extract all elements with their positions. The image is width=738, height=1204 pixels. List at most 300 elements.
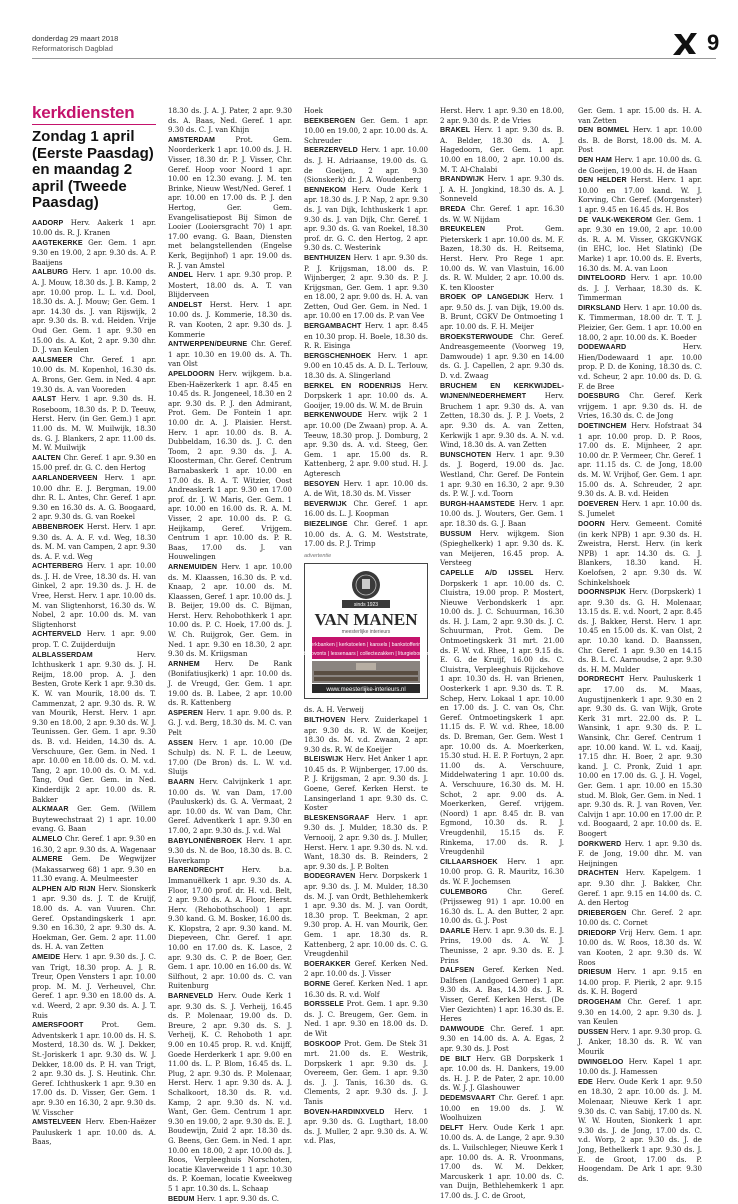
church-interior-photo xyxy=(312,661,420,683)
place-name: APELDOORN xyxy=(168,370,214,378)
service-entry xyxy=(304,499,428,519)
service-details: Herv. 1 apr. 10.00 prop. G. R. Mauritz, 16.30 ds. W. F. Jochemsen xyxy=(440,857,564,886)
service-details: Herst. Herv. 1 apr. 9.30 ds. A. A. F. v.d. Weg, 18.30 ds. M. M. van Campen, 2 apr. 9.30 ds. A. F. v.d. Weg xyxy=(32,522,156,561)
service-entry xyxy=(32,218,156,238)
service-details: Prot. Gem. De Stek 31 mrt. 21.00 ds. E. Westrik, Dorpskerk 1 apr. 9.30 ds. J. Overeem, Ger. Gem. 1 apr. 9.30 ds. J. J. Tanis, 16.30 ds. G. Clements, 2 apr. 9.30 ds. J. J. Tanis xyxy=(304,1039,428,1107)
service-details: Herv. Bruchem 1 apr. 9.30 ds. A. van Zetten, 18.30 ds. J. P. J. Voets, 2 apr. 9.30 ds. A. van Zetten, Kerkwijk 1 apr. 9.30 ds. A. N. v.d. Wind, 18.30 ds. A. van Zetten xyxy=(440,391,564,449)
service-details: Herv. GB Dorpskerk 1 apr. 10.00 ds. H. Dankers, 19.00 ds. H. J. P. de Pater, 2 apr. 10.00 ds. W. J. J. Glashouwer xyxy=(440,1054,564,1093)
service-details: Herst. Herv. 1 apr. 9.30 en 18.00, 2 apr. 9.30 ds. P. de Vries xyxy=(440,106,564,125)
service-entry xyxy=(578,155,702,175)
service-entry xyxy=(440,887,564,926)
service-entry xyxy=(440,332,564,381)
service-entry xyxy=(578,1027,702,1057)
service-details: Herv. 1 apr. 9.30 prop. G. J. Anker, 18.30 ds. R. W. van Mourik xyxy=(578,1027,702,1056)
service-details: Geref. Kerken Ned. 2 apr. 10.00 ds. J. Visser xyxy=(304,959,428,979)
van-manen-emblem-icon xyxy=(352,571,380,599)
service-details: Herv. 1 apr. 10.00 ds. S. Jumelet xyxy=(578,499,702,519)
place-name: ALPHEN A/D RIJN xyxy=(32,885,96,893)
place-name: BERKEL EN RODENRIJS xyxy=(304,382,401,390)
service-entry xyxy=(578,391,702,421)
service-entry xyxy=(168,991,292,1193)
place-name: DRACHTEN xyxy=(578,869,619,877)
service-entry xyxy=(578,587,702,674)
service-entry xyxy=(440,204,564,224)
place-name: ACHTERBERG xyxy=(32,562,83,570)
service-entry xyxy=(32,1020,156,1117)
place-name: BAARN xyxy=(168,778,194,786)
place-name: DORDRECHT xyxy=(578,675,624,683)
place-name: CAPELLE A/D IJSSEL xyxy=(440,569,533,577)
place-name: CULEMBORG xyxy=(440,888,487,896)
service-entry xyxy=(440,174,564,204)
service-entry xyxy=(168,708,292,738)
service-details: Herv. Calvijnkerk 1 apr. 10.00 ds. W. van Dam, 17.00 (Pauluskerk) ds. G. A. Vermaat, 2 apr. 10.00 ds. W. van Dam, Chr. Geref. Adventkerk 1 apr. 9.30 en 17.00, 2 apr. 9.30 ds. J. v.d. Wal xyxy=(168,777,292,835)
place-name: DUSSEN xyxy=(578,1028,608,1036)
service-details: Herv. 1 apr. 10.00 dhr. E. J. Bergman, 19.00 dhr. R. L. Antes, Chr. Geref. 1 apr. 9.30 en 16.30 ds. A. G. Boogaard, 2 apr. 9.30 ds. G. van Roekel xyxy=(32,473,156,521)
service-entry xyxy=(578,106,702,125)
service-details: Gem. De Wegwijzer (Makassarweg 68) 1 apr. 9.30 en 11.30 evang. A. Meulmeester xyxy=(32,854,156,883)
place-name: DORKWERD xyxy=(578,840,621,848)
service-details: Herv. De Rank (Bonifatiusjkerk) 1 apr. 10.00 ds. J. de Vreugd, Ger. Gem. 1 apr. 19.00 ds. B. Labee, 2 apr. 10.00 ds. R. Kattenberg xyxy=(168,659,292,707)
service-details: Herv. Dorpskerk 1 apr. 10.00 ds. C. Cluistra, 19.00 prop. P. Mostert, Nieuwe Verbondskerk 1 apr. 10.00 ds. J. C. Schuurman, 16.30 ds. H. J. Lam, 2 apr. 9.30 ds. J. C. Schuurman, Prot. Gem. De Ontmoetingskerk 31 mrt. 21.00 ds. F. W. v.d. Rhee, 1 apr. 9.15 ds. E. G. de Kruijf, 16.00 ds. C. Cluistra, Verpleeghuis Rijckehove 1 apr. 10.30 ds. H. van Brienen, Oosterkerk 1 apr. 9.30 ds. T. R. Schep, Herv. Lokaal 1 apr. 10.00 en 17.00 ds. J. C. van Os, Chr. Geref. Ontmoetingskerk 1 apr. 11.15 ds. F. W. v.d. Rhee, 18.00 ds. D. Breman, Ger. Gem. West 1 apr. 10.00 ds. A. Moerkerken, 15.30 stud. H. E. P. Fortuyn, 2 apr. 11.00 ds. A. Verschuure, Middelwatering 1 apr. 10.00 ds. A. Verschuure, 16.30 ds. M. H. Schot, 2 apr. 9.00 ds. A. Moerkerken, Geref. vrijgem. (Noord) 1 apr. 8.45 dr. B. van Egmond, 10.30 ds. R. J. Vreugdenhil, 15.15 ds. F. Rinkema, 17.00 ds. R. J. Vreugdenhil xyxy=(440,568,564,856)
service-details: Herv. 1 apr. 9.30 ds. J. Bogerd, 19.00 ds. Jac. Westland, Chr. Geref. De Fontein 1 apr. 9.30 en 16.30, 2 apr. 9.30 ds. P. W. J. v.d. Toorn xyxy=(440,450,564,498)
service-details: Chr. Geref. 1 apr. 10.00 ds. M. Kopenhol, 16.30 ds. A. Brons, Ger. Gem. in Ned. 4 apr. 19.30 ds. A. van Vooreden xyxy=(32,355,156,394)
service-details: Chr. Geref. Kerk vrijgem. 1 apr. 9.30 ds. H. de Vries, 16.30 ds. C. de Jong xyxy=(578,391,702,420)
service-details: Herv. 1 apr. 9.30 ds. E. J. Prins, 19.00 ds. A. W. J. Theunisse, 2 apr. 9.30 ds. E. J. Prins xyxy=(440,926,564,965)
place-name: BENNEKOM xyxy=(304,186,346,194)
place-name: AMEIDE xyxy=(32,953,60,961)
service-entry xyxy=(168,1194,292,1204)
service-entry xyxy=(304,410,428,478)
service-entry xyxy=(304,959,428,979)
service-details: Herst. Herv. 1 apr. 10.00 en 17.00 kand. W. J. Korving, Chr. Geref. (Morgenster) 1 apr. 9.45 en 16.45 ds. H. Bos xyxy=(578,175,702,214)
service-details: Herv. 1 apr. 10.00 ds. A. de Wit, 18.30 ds. M. Visser xyxy=(304,479,428,499)
service-entry xyxy=(578,967,702,997)
service-details: 18.30 ds. J. A. J. Pater, 2 apr. 9.30 ds. A. Baas, Ned. Geref. 1 apr. 9.30 ds. C. J. van Khijn xyxy=(168,106,292,134)
service-details: Herv. Het Anker 1 apr. 10.45 ds. P. Wijnberger, 17.00 ds. P. J. Krijgsman, 2 apr. 9.30 ds. J. Goene, Geref. Kerken Herst. te Lansingerland 1 apr. 9.30 ds. C. Koster xyxy=(304,754,428,812)
place-name: AALST xyxy=(32,395,56,403)
svg-text:VAN MANEN: VAN MANEN xyxy=(314,610,418,629)
place-name: BRUCHEM EN KERKWIJDEL-WIJNEN/NEDERHEMERT xyxy=(440,382,564,401)
service-details: Herv. 1 apr. 10.00 (De Schulp) ds. N. F. L. de Leeuw, 17.00 (De Bron) ds. L. W. v.d. Sluijs xyxy=(168,738,292,777)
service-details: Prot. Gem. Adventskerk 1 apr. 10.00 ds. H. S. Mosterd, 18.30 ds. W. J. Dekker, St.-Joriskerk 1 apr. 9.30 ds. W. J. Dekker, 18.00 ds. P. H. van Trigt, 2 apr. 9.30 ds. J. S. Heutink. Chr. Geref. Ichthuskerk 1 apr. 9.30 en 17.00 ds. D. Visser, Ger. Gem. 1 apr. 9.30 en 16.30, 2 apr. 9.30 ds. W. Visscher xyxy=(32,1020,156,1116)
place-name: BEEKBERGEN xyxy=(304,117,355,125)
service-entry xyxy=(32,1117,156,1147)
column-1 xyxy=(32,104,156,1050)
place-name: BODEGRAVEN xyxy=(304,872,355,880)
service-details: Herv. 1 apr. 9.00 prop. T. C. Zuijderduijn xyxy=(32,629,156,649)
service-entry xyxy=(32,629,156,649)
place-name: AADORP xyxy=(32,219,63,227)
column-5 xyxy=(578,106,702,1052)
place-name: DELFT xyxy=(440,1124,463,1132)
service-entry xyxy=(578,674,702,838)
service-details: Herv. Kapelgem. 1 apr. 9.30 dhr. J. Bakker, Chr. Geref. 1 apr. 9.15 en 14.00 ds. C. A. den Hertog xyxy=(578,868,702,907)
issue-date: donderdag 29 maart 2018 xyxy=(32,34,118,43)
service-entry xyxy=(440,1024,564,1054)
place-name: BESOYEN xyxy=(304,480,339,488)
service-entry xyxy=(304,381,428,411)
service-details: Herv. 1 apr. 10.00 ds. J. H. de Vree, 18.30 ds. H. van Ginkel, 2 apr. 19.30 ds. J. H. de Vree, Herst. Herv. 1 apr. 10.00 ds. M. van Sligtenhorst, 16.30 ds. W. Nobel, 2 apr. 10.00 ds. M. van Sligtenhorst xyxy=(32,561,156,629)
service-details: Chr. Geref. 1 apr. 10.00 ds. A. G. M. Weststrate, 17.00 ds. P. J. Trimp xyxy=(304,519,428,548)
place-name: DRIEBERGEN xyxy=(578,909,626,917)
service-entry xyxy=(578,175,702,214)
column-2 xyxy=(168,106,292,1052)
service-entry xyxy=(168,270,292,300)
service-details: Chr. Geref. 2 apr. 10.00 ds. C. Cornet xyxy=(578,908,702,928)
place-name: BERGAMBACHT xyxy=(304,322,361,330)
service-details: Herv. 1 apr. 9.30 ds. G. Lugthart, 18.00 ds. J. Muller, 2 apr. 9.30 ds. A. W. v.d. Plas, xyxy=(304,1107,428,1146)
service-entry xyxy=(440,381,564,450)
service-entry xyxy=(304,1039,428,1107)
service-entry xyxy=(168,659,292,708)
place-name: DRIESUM xyxy=(578,968,611,976)
service-entry xyxy=(578,1057,702,1077)
place-name: ABBENBROEK xyxy=(32,523,84,531)
service-entry xyxy=(440,1123,564,1201)
place-name: BEDUM xyxy=(168,1195,195,1203)
place-name: DOORN xyxy=(578,520,605,528)
place-name: DEN BOMMEL xyxy=(578,126,629,134)
service-entry xyxy=(578,342,702,391)
place-name: BOERAKKER xyxy=(304,960,351,968)
service-entry xyxy=(32,267,156,354)
column-entries xyxy=(32,218,156,1147)
service-details: Herv. 1 apr. 9.00 en 10.45 ds. A. D. L. Terlouw, 18.30 ds. A. Slingerland xyxy=(304,351,428,380)
service-entry xyxy=(304,185,428,253)
service-details: Herv. Hofstraat 34 1 apr. 10.00 prop. D. P. Roos, 17.00 ds. E. Mijnheer, 2 apr. 10.00 dr. P. Vermeer, Chr. Geref. 1 apr. 11.15 ds. C. de Jong, 18.00 ds. M. W. Vrijhof, Ger. Gem. 1 apr. 15.00 ds. A. Schreuder, 2 apr. 9.30 ds. A. B. v.d. Heiden xyxy=(578,421,702,498)
service-entry xyxy=(578,499,702,519)
service-details: Chr. Geref. Andreasgemeente (Voorweg 19, Damwoude) 1 apr. 9.30 en 14.00 ds. G. J. Capellen, 2 apr. 9.30 ds. D. v.d. Zwaag xyxy=(440,332,564,380)
service-entry xyxy=(578,997,702,1027)
service-details: Herv. Pauluskerk 1 apr. 17.00 ds. M. Maas, Augustijnenkerk 1 apr. 9.30 en 2 apr. 9.30 ds. G. van Wijk, Grote Kerk 31 mrt. 22.00 ds. P. L. Wansink, 1 apr. 9.30 ds. P. L. Wansink, Chr. Geref. Centrum 1 apr. 10.00 kand. W. L. v.d. Kaaij, 17.15 dhr. H. Boer, 2 apr. 9.30 kand. J. C. Pronk, Zuid 1 apr. 10.00 en 17.00 ds. G. J. H. Vogel, Ger. Gem. 1 apr. 10.00 en 15.30 stud. M. Blok, Ger. Gem. in Ned. 1 apr. 9.30 ds. R. J. van Roven, Ver. Calvijn 1 apr. 10.00 en 17.00 dr. P. v.d. Boogaard, 2 apr. 10.00 ds. E. Boogert xyxy=(578,674,702,838)
place-name: BRANDWIJK xyxy=(440,175,484,183)
service-details: Herv. Kapel 1 apr. 10.00 ds. J. Hamessen xyxy=(578,1057,702,1077)
service-details: Herv. 1 apr. 10.00 ds. B. de Borst, 18.00 ds. M. A. Post xyxy=(578,125,702,154)
service-details: Herv. Oude Kerk 1 apr. 18.30 ds. J. P. Nap, 2 apr. 9.30 ds. J. van Dijk, Ichthuskerk 1 apr. 9.30 ds. J. van Dijk, Chr. Geref. 1 apr. 9.30 ds. G. van Roekel, 18.30 prof. dr. G. C. den Hertog, 2 apr. 9.30 ds. C. Westerink xyxy=(304,185,428,253)
service-details: Chr. Geref. 1 apr. 9.30 en 14.00 ds. A. A. Egas, 2 apr. 9.30 ds. J. Post xyxy=(440,1024,564,1053)
service-entry xyxy=(304,1107,428,1146)
service-entry xyxy=(168,300,292,339)
service-details: Chr. Geref. (Prijsseweg 91) 1 apr. 10.00 en 16.30 ds. L. A. den Butter, 2 apr. 10.00 ds. G. J. Post xyxy=(440,887,564,926)
service-entry xyxy=(168,836,292,866)
service-entry xyxy=(32,473,156,522)
service-details: Herv. wijkgem. Sion (Spieghelkerk) 1 apr. 9.30 ds. K. van Meijeren, 16.45 prop. A. Versteeg xyxy=(440,529,564,568)
svg-text:meesterlijke interieurs: meesterlijke interieurs xyxy=(342,629,391,635)
column-entries xyxy=(304,705,428,1146)
header-rule xyxy=(32,58,716,59)
service-entry xyxy=(168,777,292,836)
service-details: Herv. Dorpskerk 1 apr. 10.00 ds. A. Gooijer, 19.00 ds. W. M. de Bruin xyxy=(304,381,428,410)
place-name: AMSTELVEEN xyxy=(32,1118,81,1126)
service-entry xyxy=(440,1093,564,1123)
place-name: ALKMAAR xyxy=(32,805,69,813)
place-name: DAARLE xyxy=(440,927,470,935)
place-name: DE VALK-WEKEROM xyxy=(578,216,652,224)
service-entry xyxy=(32,804,156,834)
place-name: BLEISWIJK xyxy=(304,755,344,763)
place-name: DEN HAM xyxy=(578,156,612,164)
place-name: BROEKSTERWOUDE xyxy=(440,333,513,341)
place-name: ARNHEM xyxy=(168,660,200,668)
service-entry xyxy=(304,351,428,381)
place-name: BROEK OP LANGEDIJK xyxy=(440,293,529,301)
place-name: ANDELST xyxy=(168,301,202,309)
service-details: Vrij Herv. Gem. 1 apr. 10.00 ds. W. Roos, 18.30 ds. W. van Kooten, 2 apr. 9.30 ds. W. Roos xyxy=(578,928,702,967)
service-entry xyxy=(440,857,564,887)
place-name: CILLAARSHOEK xyxy=(440,858,498,866)
column-entries xyxy=(578,106,702,1183)
place-name: ALMELO xyxy=(32,835,63,843)
service-entry xyxy=(304,519,428,549)
service-details: Herv. Sionskerk 1 apr. 9.30 ds. J. T. de Kruijf, 18.00 ds. A. van Vuuren. Chr. Geref. Opstandingskerk 1 apr. 9.30 en 16.30, 2 apr. 9.30 ds. A. Hoekman, Ger. Gem. 2 apr. 11.00 ds. H. A. van Zetten xyxy=(32,884,156,952)
place-name: ACHTERVELD xyxy=(32,630,81,638)
service-details: Herv. (Dorpskerk) 1 apr. 9.30 ds. G. H. Molenaar, 13.15 ds. E. v.d. Noort, 2 apr. 8.45 ds. J. Bakker, Herst. Herv. 1 apr. 10.45 en 15.00 ds. K. van Olst, 2 apr. 10.30 kand. D. Baanssen, Chr. Geref. 1 apr. 9.30 en 14.15 ds. B. L. C. Aarnoudse, 2 apr. 9.30 ds. H. M. Mulder xyxy=(578,587,702,674)
service-entry xyxy=(578,868,702,907)
place-name: BERKENWOUDE xyxy=(304,411,362,419)
service-entry xyxy=(168,562,292,659)
service-details: Herv. 1 apr. 9.50 ds. J. van Dijk, 19.00 ds. B. Brunt, CGKV De Ontmoeting 1 apr. 10.00 ds. F. H. Meijer xyxy=(440,292,564,331)
service-details: Ger. Gem. (Willem Buytewechstraat 2) 1 apr. 10.00 evang. G. Baan xyxy=(32,804,156,833)
place-name: DOESBURG xyxy=(578,392,620,400)
service-details: Geref. Kerken Ned. 1 apr. 16.30 ds. R. v.d. Wolf xyxy=(304,979,428,999)
service-details: Herv. 1 apr. 9.30 ds. N. de Boo, 18.30 ds. B. C. Haverkamp xyxy=(168,836,292,865)
service-entry xyxy=(578,273,702,303)
place-name: DOETINCHEM xyxy=(578,422,627,430)
place-name: AMSTERDAM xyxy=(168,136,215,144)
service-details: Chr. Geref. 1 apr. 10.00 en 19.00 ds. J. W. Woolhuizen xyxy=(440,1093,564,1122)
column-entries xyxy=(168,106,292,1204)
service-entry xyxy=(304,106,428,116)
service-details: Chr. Geref. 1 apr. 9.30 en 14.00, 2 apr. 9.30 ds. J. van Keulen xyxy=(578,997,702,1026)
service-details: Herst. Herv. 1 apr. 10.00 ds. J. Kommerie, 18.30 ds. R. van Kooten, 2 apr. 9.30 ds. J. Kommerie xyxy=(168,300,292,339)
service-entry xyxy=(578,303,702,342)
place-name: BLESKENSGRAAF xyxy=(304,814,369,822)
service-entry xyxy=(440,499,564,529)
service-entry xyxy=(304,871,428,958)
place-name: DROGEHAM xyxy=(578,998,621,1006)
service-details: Herv. Eben-Haëzer Pauluskerk 1 apr. 10.00 ds. A. Baas, xyxy=(32,1117,156,1146)
service-entry xyxy=(304,705,428,715)
place-name: ASSEN xyxy=(168,739,193,747)
place-name: ALMERE xyxy=(32,855,63,863)
service-details: Herv. 1 apr. 8.45 en 10.30 prop. H. Boele, 18.30 ds. R. R. Eisinga xyxy=(304,321,428,350)
service-details: Herv. 1 apr. 10.00 ds. J. Wouters, Ger. Gem. 1 apr. 18.30 ds. G. J. Baan xyxy=(440,499,564,528)
service-details: Herv. 1 apr. 10.00 ds. J. H. Adriaanse, 19.00 ds. G. de Goeijen, 2 apr. 9.30 (Sionskerk) dr. J. A. Woudenberg xyxy=(304,145,428,184)
service-entry xyxy=(578,908,702,928)
place-name: AALSMEER xyxy=(32,356,73,364)
service-details: Herv. Ichthuskerk 1 apr. 9.30 ds. J. H. Reijm, 18.00 prop. A. J. den Besten, Grote Kerk 1 apr. 9.30 ds. K. W. van Mourik, 18.00 ds. T. Cammenzat, 2 apr. 9.30 ds. R. W. van Mourik, Herst. Herv. 1 apr. 9.30 en 18.00, 2 apr. 9.30 ds. W. J. Teunissen. Ger. Gem. 1 apr. 9.30 ds. B. v.d. Heiden, 14.30 ds. A. Verschuure, Ger. Gem. in Ned. 1 apr. 10.00 en 18.00 ds. O. M. v.d. Tang, 2 apr. 10.00 ds. O. M. v.d. Tang, Oud Ger. Gem. in Ned. Kinderdijk 2 apr. 10.00 ds. R. Bakker xyxy=(32,650,156,804)
service-entry xyxy=(32,453,156,473)
service-details: Herv. 1 apr. 10.00 ds. K. Timmerman, 18.00 dr. T. T. J. Pleizier, Ger. Gem. 1 apr. 10.00 en 18.00, 2 apr. 10.00 ds. K. Boeder xyxy=(578,303,702,342)
service-details: Herv. b.a. Immanuëlkerk 1 apr. 9.30 ds. A. Floor, 17.00 prof. dr. H. v.d. Belt, 2 apr. 9.30 ds. A. A. Floor, Herst. Herv. (Rehobothschool) 1 apr. 9.30 kand. G. M. Bosker, 16.00 ds. K. Klopstra, 2 apr. 9.30 kand. M. Diepeveen, Chr. Geref. 1 apr. 10.00 en 17.00 ds. K. Lasce, 2 apr. 9.30 ds. C. P. de Boer, Ger. Gem. 1 apr. 10.00 en 16.00 ds. W. Silfhout, 2 apr. 10.00 ds. C. van Ruitenburg xyxy=(168,865,292,990)
place-name: ANTWERPEN/DEURNE xyxy=(168,340,247,348)
service-details: Herv. 1 apr. 9.30 ds. J. Mulder, 18.30 ds. P. Vernooij, 2 apr. 9.30 ds. J. Muller, Herst. Herv. 1 apr. 9.30 ds. N. v.d. Want, 18.30 ds. B. Reinders, 2 apr. 9.30 ds. J. P. Bolten xyxy=(304,813,428,871)
place-name: BIEZELINGE xyxy=(304,520,348,528)
service-entry xyxy=(32,522,156,561)
service-details: Prot. Gem. Pieterskerk 1 apr. 10.00 ds. M. F. Bazen, 18.30 ds. H. Reitsema, Herst. Herv. Pro Rege 1 apr. 10.00 ds. W. van Vlastuin, 16.00 ds. R. W. Mulder, 2 apr. 10.00 ds. K. ten Klooster xyxy=(440,224,564,292)
place-name: AALTEN xyxy=(32,454,61,462)
place-name: DEN HELDER xyxy=(578,176,627,184)
service-details: Chr. Geref. 1 apr. 16.00 ds. L. J. Koopman xyxy=(304,499,428,519)
service-entry xyxy=(440,292,564,331)
service-details: Ger. Gem. 1 apr. 10.00 en 19.00, 2 apr. 10.00 ds. A. Schreuder xyxy=(304,116,428,145)
service-entry xyxy=(304,754,428,813)
service-entry xyxy=(32,884,156,952)
service-entry xyxy=(304,321,428,351)
service-entry xyxy=(168,865,292,991)
service-details: Herv. 1 apr. 9.30 prop. P. Mostert, 18.00 ds. A. T. van Blijderveen xyxy=(168,270,292,299)
service-entry xyxy=(578,125,702,155)
service-entry xyxy=(168,135,292,270)
service-entry xyxy=(304,253,428,321)
service-entry xyxy=(440,224,564,292)
service-details: Herv. 1 apr. 9.30 ds. J. A. H. Jongkind, 18.30 ds. A. J. Sonneveld xyxy=(440,174,564,203)
service-details: ds. A. H. Verweij xyxy=(304,705,364,714)
service-details: Herv. Zuiderkapel 1 apr. 9.30 ds. R. W. de Koeijer, 18.30 ds. M. v.d. Zwaan, 2 apr. 9.30 ds. R. W. de Koeijer xyxy=(304,715,428,754)
page-headline: Zondag 1 april (Eerste Paasdag) en maandag 2 april (Tweede Paasdag) xyxy=(32,129,156,212)
service-entry xyxy=(168,369,292,562)
place-name: BABYLONIËNBROEK xyxy=(168,837,242,845)
service-details: Herv. Gemeent. Comité (in kerk NPB) 1 apr. 9.30 ds. H. Zweistra, Herst. Herv. (in kerk NPB) 1 apr. 14.30 ds. G. J. Blankers, 18.30 kand. H. Koelofsen, 2 apr. 9.30 ds. W. Schinkelshoek xyxy=(578,519,702,587)
service-details: Geref. Kerken Ned. Dalfsen (Landgoed Gerner) 1 apr. 9.30 ds. A. Bas, 14.30 ds. J. R. Visser, Geref. Kerken Herst. (De Vier Gezichten) 1 apr. 16.30 ds. E. Heres xyxy=(440,965,564,1023)
place-name: DRIEDORP xyxy=(578,929,616,937)
place-name: DOEVEREN xyxy=(578,500,619,508)
service-details: Herv. Oude Kerk 1 apr. 9.30 ds. S. J. Verheij, 16.45 ds. P. Molenaar, 19.00 ds. D. Breure, 2 apr. 9.30 ds. S. J. Verheij, K. C. Rehoboth 1 apr. 9.00 en 10.45 prop. R. v.d. Knijff, Goede Herderkerk 1 apr. 9.00 en 11.00 ds. L. P. Blom, 16.45 ds. L. Plug, 2 apr. 9.30 ds. P. Molenaar, Herst. Herv. 1 apr. 9.30 ds. A. J. Schalkoort, 18.30 ds. R. v.d. Kamp, 2 apr. 9.30 ds. N. v.d. Want, Ger. Gem. Centrum 1 apr. 9.30 en 19.00, 2 apr. 9.30 ds. E. J. Boudewijn, Zuid 2 apr. 18.30 ds. G. Beens, Ger. Gem. in Ned. 1 apr. 10.00 en 18.00, 2 apr. 10.00 ds. J. Roos, Verpleeghuis Norschoten, locatie Klaverweide 1 1 apr. 10.30 ds. P. Koeman, locatie Kweekweg 5 1 apr. 10.30 ds. L. Schaap xyxy=(168,991,292,1193)
service-entry xyxy=(304,145,428,184)
service-entry xyxy=(304,116,428,146)
service-details: Herv. 1 apr. 10.00 ds. J. J. Verhaar, 18.30 ds. K. Timmerman xyxy=(578,273,702,302)
column-entries xyxy=(440,106,564,1201)
column-entries xyxy=(304,106,428,549)
service-entry xyxy=(578,519,702,587)
service-details: Herv. 1 apr. 9.15 en 14.00 prop. F. Pierik, 2 apr. 9.15 ds. K. H. Bogerd xyxy=(578,967,702,996)
svg-text:sinds 1923: sinds 1923 xyxy=(354,602,378,608)
section-tag: kerkdiensten xyxy=(32,104,156,125)
place-name: DE BILT xyxy=(440,1055,471,1063)
service-entry xyxy=(32,355,156,394)
place-name: BURGH-HAAMSTEDE xyxy=(440,500,515,508)
service-details: Herv. 1 apr. 9.30 ds. J. C. van Trigt, 18.30 prop. A. J. R. Treur, Open Vensters 1 apr. 10.00 prop. M. M. J. Verheuvel, Chr. Geref. 1 apr. 9.30 en 18.00 ds. A. v.d. Weerd, 2 apr. 9.30 ds. A. J. T. Ruis xyxy=(32,952,156,1020)
place-name: AARLANDERVEEN xyxy=(32,474,97,482)
column-3 xyxy=(304,106,428,1052)
service-entry xyxy=(304,999,428,1038)
place-name: DWINGELOO xyxy=(578,1058,623,1066)
place-name: AALBURG xyxy=(32,268,68,276)
service-entry xyxy=(32,561,156,629)
service-details: Herv. 1 apr. 9.30 ds. H. Roseboom, 18.30 ds. P. D. Teeuw, Herst. Herv. (in Ger. Gem.) 1 apr. 11.00 ds. M. W. Muilwijk, 18.30 ds. G. J. Blankers, 2 apr. 11.00 ds. M. W. Muilwijk xyxy=(32,394,156,452)
place-name: DALFSEN xyxy=(440,966,474,974)
service-entry xyxy=(32,854,156,884)
service-details: Herv. Hien/Dodewaard 1 apr. 10.00 prop. P. D. de Koning, 18.30 ds. C. v.d. Scheur, 2 apr. 10.00 ds. D. G. F. de Bree xyxy=(578,342,702,390)
place-name: BILTHOVEN xyxy=(304,716,345,724)
place-name: BORSSELE xyxy=(304,1000,344,1008)
place-name: BREUKELEN xyxy=(440,225,485,233)
service-details: Prot. Gem. 1 apr. 9.30 ds. J. C. Breugem, Ger. Gem. in Ned. 1 apr. 9.30 en 18.00 ds. D. de Wit xyxy=(304,999,428,1038)
service-entry xyxy=(440,450,564,499)
service-details: Ger. Gem. 1 apr. 15.00 ds. H. A. van Zetten xyxy=(578,106,702,125)
service-details: Herv. 1 apr. 10.00 ds. M. Klaassen, 16.30 ds. P. v.d. Knaap, 2 apr. 10.00 ds. M. Klaassen, Geref. 1 apr. 10.00 ds. J. B. Beijer, 19.00 ds. C. Bijman, Herst. Herv. Rehobothkerk 1 apr. 10.00 ds. P. C. Hoek, 17.00 ds. J. W. Ch. Ruijgrok, Ger. Gem. in Ned. 1 apr. 9.30 en 18.30, 2 apr. 9.30 ds. M. Kriigsman xyxy=(168,562,292,658)
place-name: BUSSUM xyxy=(440,530,471,538)
place-name: BEERZERVELD xyxy=(304,146,358,154)
advertisement-van-manen[interactable] xyxy=(304,563,428,699)
place-name: DOORNSPIJK xyxy=(578,588,626,596)
service-entry xyxy=(168,106,292,135)
place-name: BENTHUIZEN xyxy=(304,254,351,262)
service-details: Ger. Gem. 1 apr. 9.30 en 19.00, 2 apr. 9.30 ds. A. P. Baaijens xyxy=(32,238,156,267)
svg-text:doopvonts | lessenaars | colle: doopvonts | lessenaars | collectezakken | liturgieborden xyxy=(302,651,429,657)
place-name: BUNSCHOTEN xyxy=(440,451,491,459)
place-name: DINTELOORD xyxy=(578,274,626,282)
service-details: Chr. Geref. 1 apr. 9.30 en 15.00 pref. dr. G. C. den Hertog xyxy=(32,453,156,473)
service-entry xyxy=(304,813,428,872)
place-name: BARENDRECHT xyxy=(168,866,224,874)
service-entry xyxy=(440,1054,564,1093)
service-entry xyxy=(440,529,564,568)
place-name: BERGSCHENHOEK xyxy=(304,352,371,360)
service-details: Ger. Gem. 1 apr. 9.30 en 19.00, 2 apr. 10.00 ds. R. A. M. Visser, GKGKVNGK (in EHC, loc. Het Slatink) (De Marke) 1 apr. 10.00 ds. E. Everts, 16.30 ds. M. A. van Loon xyxy=(578,215,702,273)
place-name: BORNE xyxy=(304,980,330,988)
place-name: AMERSFOORT xyxy=(32,1021,83,1029)
place-name: DAMWOUDE xyxy=(440,1025,484,1033)
place-name: AAGTEKERKE xyxy=(32,239,83,247)
service-details: Chr. Geref. 1 apr. 10.30 en 19.00 ds. A. Th. van Olst xyxy=(168,339,292,368)
place-name: DIRKSLAND xyxy=(578,304,621,312)
svg-text:kerkbanken | kerkstoelen | kan: kerkbanken | kerkstoelen | kansels | bankstoffering xyxy=(308,642,424,648)
service-details: Herv. 1 apr. 9.00 ds. P. G. J. v.d. Berg, 18.30 ds. M. C. van Pelt xyxy=(168,708,292,737)
place-name: ANDEL xyxy=(168,271,193,279)
place-name: DODEWAARD xyxy=(578,343,626,351)
place-name: DEDEMSVAART xyxy=(440,1094,495,1102)
service-entry xyxy=(32,952,156,1020)
service-details: Herv. 1 apr. 9.30 ds. B. A. Belder, 18.30 ds. A. J. Hagedoorn, Ger. Gem. 1 apr. 10.00 en 18.00, 2 apr. 10.00 ds. M. T. Al-Chalabi xyxy=(440,125,564,173)
service-details: Herv. 1 apr. 10.00 ds. G. de Goeijen, 19.00 ds. H. de Haan xyxy=(578,155,702,175)
newspaper-name: Reformatorisch Dagblad xyxy=(32,44,113,53)
place-name: BOVEN-HARDINXVELD xyxy=(304,1108,385,1116)
page-number: 9 xyxy=(707,30,719,56)
service-entry xyxy=(578,928,702,967)
place-name: EDE xyxy=(578,1078,593,1086)
service-entry xyxy=(440,106,564,125)
service-details: Chr. Geref. 1 apr. 9.30 en 16.30, 2 apr. 9.30 ds. A. Wagenaar xyxy=(32,834,156,854)
service-entry xyxy=(440,568,564,857)
place-name: BEVERWIJK xyxy=(304,500,347,508)
service-entry xyxy=(168,738,292,777)
service-details: Chr. Geref. 1 apr. 16.30 ds. W. W. Nijdam xyxy=(440,204,564,224)
rd-cross-logo-icon xyxy=(672,30,698,56)
service-details: Herv. Aakerk 1 apr. 10.00 ds. R. J. Kranen xyxy=(32,218,156,238)
service-details: Prot. Gem. Noorderkerk 1 apr. 10.00 ds. J. H. Visser, 18.30 dr. P. J. Visser, Chr. Geref. Hoop voor Noord 1 apr. 10.00 en 12.30 evang. J. M. ten Brinke, Nieuw West/Ned. Geref. 1 apr. 10.00 en 17.00 ds. P. J. den Hertog, Ger. Gem. Evangelisatiepost Bij Simon de Looier (Looiersgracht 70) 1 apr. 17.00 evang. G. Baan, Diensten met belangstellenden (Engelse Kerk, Begijnhof) 1 apr. 19.00 ds. R. J. van Amstel xyxy=(168,135,292,270)
place-name: ALBLASSERDAM xyxy=(32,651,93,659)
service-entry xyxy=(304,979,428,999)
service-details: Hoek xyxy=(304,106,323,115)
service-entry xyxy=(32,394,156,453)
service-entry xyxy=(440,965,564,1024)
service-details: Herv. Oude Kerk 1 apr. 9.50 en 18.30, 2 apr. 10.00 ds. J. M. Molenaar, Nieuwe Kerk 1 apr. 9.30 ds. C. van Sabij, 17.00 ds. N. W. W. Houten, Sionkerk 1 apr. 9.30 ds. J. de Jong, 17.00 ds. C. v.d. Worp, 2 apr. 9.30 ds. J. de Jong, Bethelkerk 1 apr. 9.30 ds. J. E. de Groot, 17.00 ds. P. Hoogendam. De Ark 1 apr. 9.30 ds. xyxy=(578,1077,702,1183)
van-manen-ad-graphic[interactable] xyxy=(308,567,424,695)
service-entry xyxy=(32,834,156,854)
service-entry xyxy=(32,238,156,268)
service-entry xyxy=(578,1077,702,1184)
service-entry xyxy=(578,839,702,869)
service-details: Herv. 1 apr. 9.30 ds. F. de Jong, 19.00 dhr. M. van Heijningen xyxy=(578,839,702,868)
place-name: ARNEMUIDEN xyxy=(168,563,217,571)
column-4 xyxy=(440,106,564,1052)
service-details: Herv. 1 apr. 9.30 ds. C. xyxy=(197,1194,279,1203)
service-details: Herv. 1 apr. 10.00 ds. A. J. Mouw, 18.30 ds. J. B. Kamp, 2 apr. 10.00 prop. L. L. v.d. Dool, 18.30 ds. A. J. Mouw; Ger. Gem. 1 apr. 14.30 ds. J. van Rijswijk, 2 apr. 9.30 ds. B. v.d. Heiden. Vrije Oud Ger. Gem. 1 apr. 9.30 en 15.00 ds. A. Kot, 2 apr. 9.30 dhr. D. J. van Keulen xyxy=(32,267,156,354)
place-name: ASPEREN xyxy=(168,709,203,717)
service-entry xyxy=(578,421,702,499)
